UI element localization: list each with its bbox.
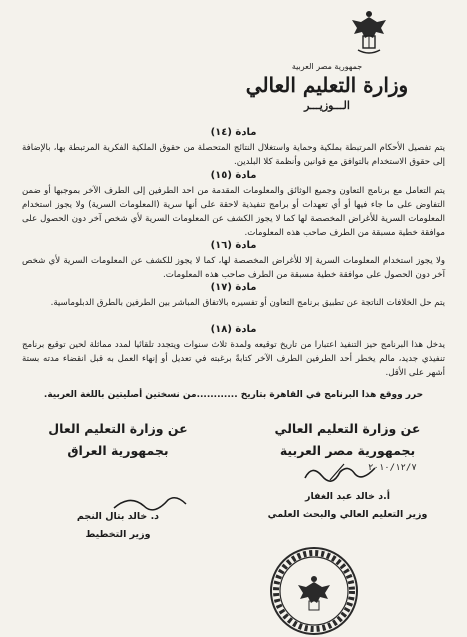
egypt-signatory-name: أ.د خالد عبد الغفار (304, 491, 391, 502)
iraq-party-line2: بجمهورية العراق (67, 443, 169, 458)
egypt-party-line2: بجمهورية مصر العربية (279, 443, 416, 458)
minister-title: الـــوزيـــر (304, 99, 350, 112)
article-title: مادة (١٥) (210, 170, 257, 181)
signing-statement: حرر ووقع هذا البرنامج في القاهرة بتاريخ ............من نسختين أصليتين باللغة العربية. (43, 390, 424, 400)
iraq-signatory-role: وزير التخطيط (85, 529, 151, 540)
article-title: مادة (١٨) (210, 324, 257, 335)
republic-line: جمهورية مصر العربية (291, 62, 363, 71)
iraq-signatory (18, 508, 218, 544)
egypt-signature-icon (300, 458, 380, 486)
article-text: يتم التعامل مع برنامج التعاون وجميع الوثائق والمعلومات المقدمة من احد الطرفين إلى الطرف الآخر بموجبها أو ضمن التفاوض على ما جاء فيها أو أي تعهدات أو برامج تنفيذية لاحقة على أنها سرية (المعلومات السرية) ولا يجوز استخدام المعلومات السرية للأغراض المخصصة لها كما لا يجوز الكشف عن المعلومات السرية لأي شخص آخر دون الحصول على موافقة خطية مسبقة من الطرف صاحب هذه المعلومات. (22, 186, 445, 238)
article-text: ولا يجوز استخدام المعلومات السرية إلا للأغراض المخصصة لها، كما لا يجوز للكشف عن المعلومات السرية لأي شخص آخر دون الحصول على موافقة خطية مسبقة من الطرف صاحب هذه المعلومات. (22, 256, 445, 280)
iraq-party-heading (18, 418, 218, 462)
egypt-party-line1: عن وزارة التعليم العالي (274, 421, 421, 436)
egypt-party-heading (250, 418, 445, 462)
iraq-signatory-name: د. خالد بتال النجم (76, 511, 160, 522)
iraq-party-line1: عن وزارة التعليم العال (48, 421, 188, 436)
eagle-emblem-icon (350, 8, 388, 56)
handwritten-date: ٢٠١٠/١٢/٧ (368, 463, 417, 473)
ministry-name: وزارة التعليم العالي (245, 73, 409, 97)
article-title: مادة (١٧) (210, 282, 257, 293)
article-title: مادة (١٦) (210, 240, 257, 251)
article-text: يدخل هذا البرنامج حيز التنفيذ اعتبارا من تاريخ توقيعه ولمدة ثلاث سنوات ويتجدد تلقائيا لمدد مماثلة لحين توقيع برنامج تنفيذي جديد، مالم يخطر أحد الطرفين الطرف الآخر كتابةً برغبته في تعديل أو إنهاء العمل به قبل انقضاء مدته بستة أشهر على الأقل. (22, 340, 445, 378)
ministry-letterhead (237, 62, 417, 112)
egypt-signatory (250, 488, 445, 524)
official-stamp-icon (268, 545, 360, 637)
article-title: مادة (١٤) (210, 127, 257, 138)
article-text: يتم تفصيل الأحكام المرتبطة بملكية وحماية واستغلال النتائج المتحصلة من حقوق الملكية الفكرية المرتبطة بها، بالإضافة إلى حقوق الاستخدام بالتوافق مع قوانين وأنظمة كلا البلدين. (22, 143, 445, 167)
article-text: يتم حل الخلافات الناتجة عن تطبيق برنامج التعاون أو تفسيره بالاتفاق المباشر بين الطرفين بالطرق الدبلوماسية. (50, 298, 445, 308)
egypt-signatory-role: وزير التعليم العالي والبحث العلمي (267, 509, 428, 520)
